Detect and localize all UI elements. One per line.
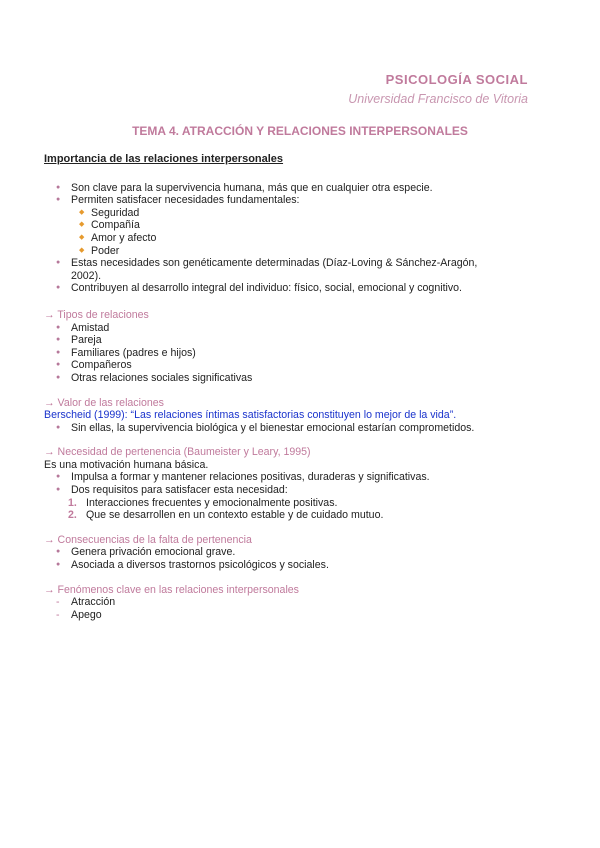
topic-title: TEMA 4. ATRACCIÓN Y RELACIONES INTERPERSONALES	[132, 124, 468, 138]
document-body	[44, 153, 544, 621]
list-item: ● Amistad	[44, 322, 544, 335]
list-item-line: 2002).	[71, 269, 102, 282]
section-heading-text: Tipos de relaciones	[57, 308, 149, 321]
sublist-item: ◆ Compañía	[44, 219, 544, 232]
importancia-list	[44, 182, 544, 295]
course-title: PSICOLOGÍA SOCIAL	[385, 72, 528, 87]
list-item: ● Contribuyen al desarrollo integral del individuo: físico, social, emocional y cognitivo.	[44, 282, 544, 295]
tipos-list	[44, 322, 544, 385]
numbered-item	[44, 509, 544, 522]
numbered-item	[44, 497, 544, 510]
list-item: - Apego	[44, 609, 544, 622]
list-item: ● Dos requisitos para satisfacer esta necesidad:	[44, 484, 544, 497]
list-item: ● Familiares (padres e hijos)	[44, 347, 544, 360]
sublist-item: ◆ Amor y afecto	[44, 232, 544, 245]
necesidad-list	[44, 471, 544, 496]
section-heading-fenomenos	[44, 584, 544, 597]
requisitos-list	[44, 497, 544, 522]
section-heading-text: Consecuencias de la falta de pertenencia	[57, 533, 252, 546]
necesidad-intro: Es una motivación humana básica.	[44, 458, 209, 471]
arrow-icon: →	[44, 583, 55, 596]
valor-list	[44, 422, 544, 435]
item-text: Interacciones frecuentes y emocionalmente positivas.	[86, 496, 338, 509]
list-item: ● Impulsa a formar y mantener relaciones positivas, duraderas y significativas.	[44, 471, 544, 484]
university-name: Universidad Francisco de Vitoria	[348, 92, 528, 106]
list-item	[44, 194, 544, 257]
arrow-icon: →	[44, 533, 55, 546]
list-item-line: ● Estas necesidades son genéticamente determinadas (Díaz-Loving & Sánchez-Aragón,	[71, 257, 478, 270]
arrow-icon: →	[44, 446, 55, 459]
list-item	[44, 257, 544, 282]
fenomenos-list	[44, 596, 544, 621]
item-text: Que se desarrollen en un contexto estable y de cuidado mutuo.	[86, 509, 384, 522]
item-number: 1.	[68, 496, 77, 509]
arrow-icon: →	[44, 396, 55, 409]
list-item: ● Genera privación emocional grave.	[44, 546, 544, 559]
list-item: ● Son clave para la supervivencia humana, más que en cualquier otra especie.	[44, 182, 544, 195]
sublist-item: ◆ Seguridad	[44, 207, 544, 220]
list-item: ● Pareja	[44, 334, 544, 347]
section-heading-necesidad	[44, 446, 544, 459]
list-item: ● Sin ellas, la supervivencia biológica y el bienestar emocional estarían comprometidos.	[44, 422, 544, 435]
section-heading-text: Fenómenos clave en las relaciones interpersonales	[57, 583, 299, 596]
section-heading-text: Valor de las relaciones	[57, 396, 164, 409]
section-heading-importancia: Importancia de las relaciones interpersonales	[44, 153, 284, 165]
consecuencias-list	[44, 546, 544, 571]
needs-sublist	[44, 207, 544, 257]
section-heading-consecuencias	[44, 534, 544, 547]
sublist-item: ◆ Poder	[44, 245, 544, 258]
section-heading-text: Necesidad de pertenencia (Baumeister y Leary, 1995)	[57, 446, 311, 459]
item-number: 2.	[68, 509, 77, 522]
list-item: ● Asociada a diversos trastornos psicológicos y sociales.	[44, 559, 544, 572]
list-item: ● Otras relaciones sociales significativas	[44, 372, 544, 385]
list-item: ● Compañeros	[44, 359, 544, 372]
section-heading-valor	[44, 397, 544, 410]
list-item-text: Permiten satisfacer necesidades fundamentales:	[71, 194, 300, 207]
section-heading-tipos	[44, 309, 544, 322]
list-item: - Atracción	[44, 596, 544, 609]
berscheid-quote: Berscheid (1999): “Las relaciones íntimas satisfactorias constituyen lo mejor de la vida”.	[44, 409, 457, 422]
arrow-icon: →	[44, 308, 55, 321]
